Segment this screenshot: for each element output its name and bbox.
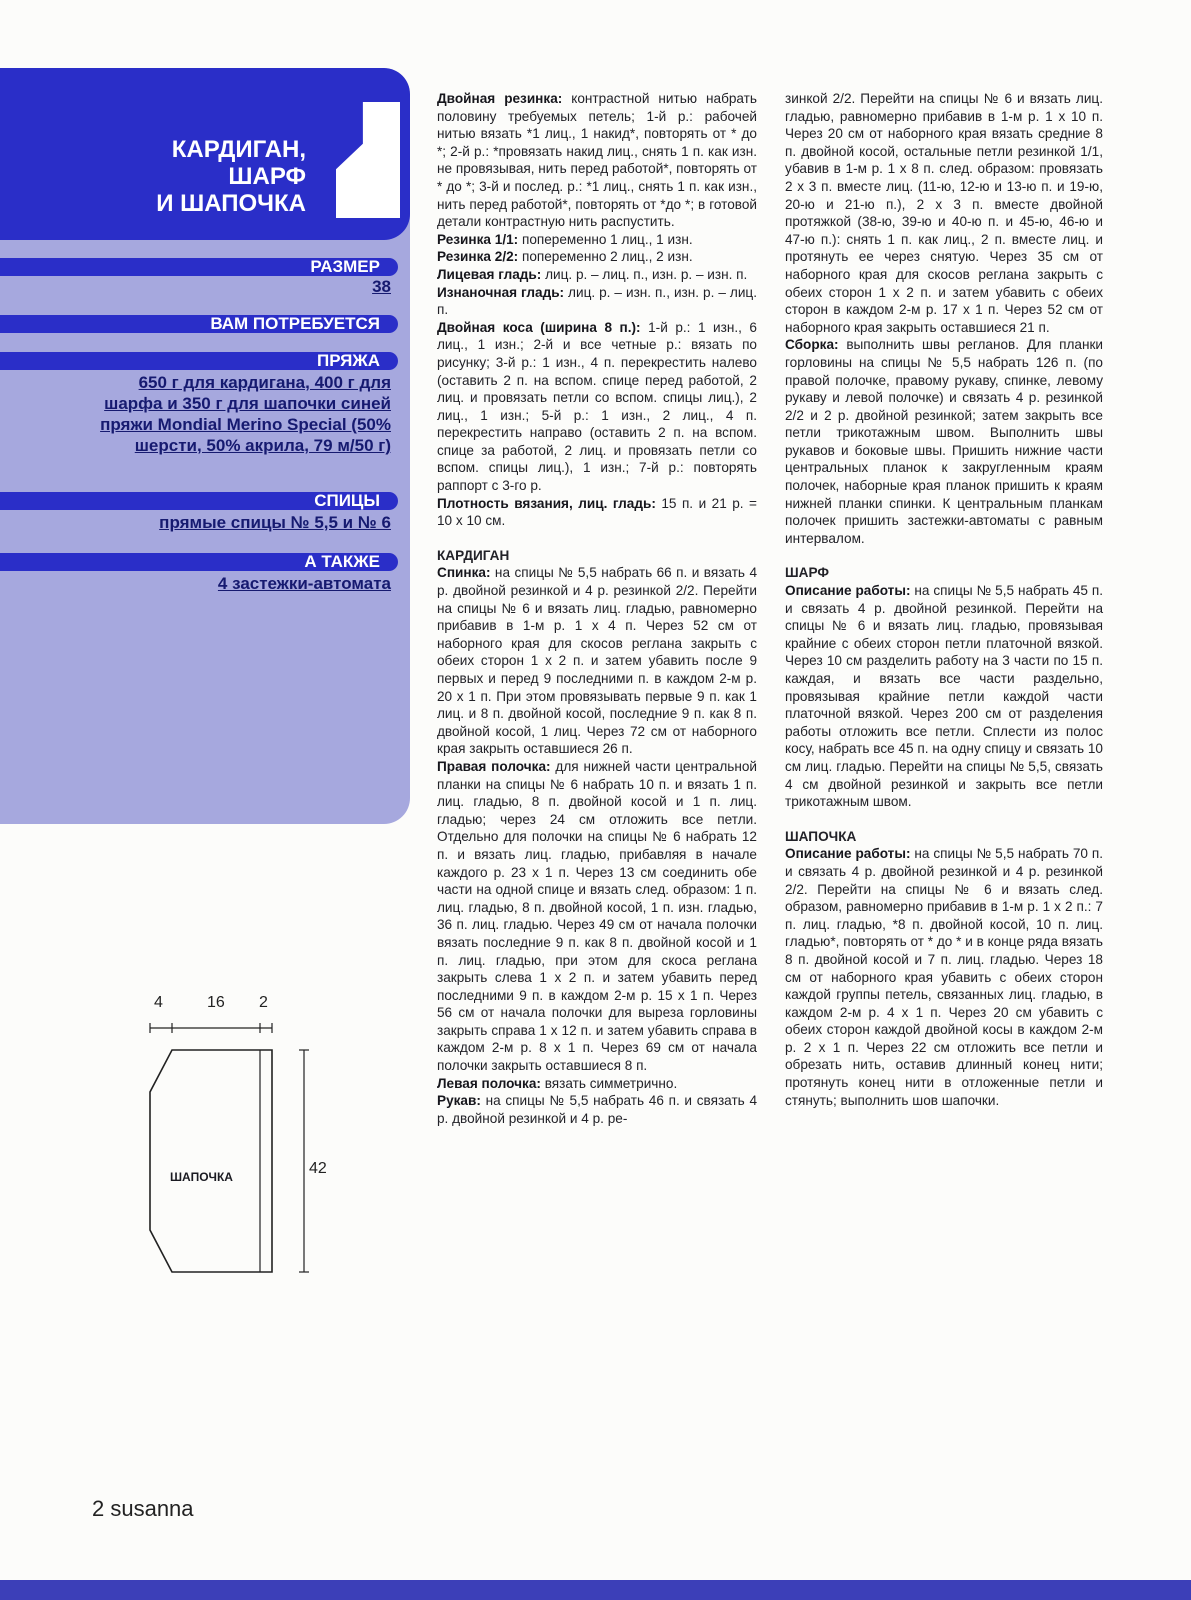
title-line-1: КАРДИГАН, xyxy=(171,136,306,163)
size-label: РАЗМЕР xyxy=(0,258,398,276)
page-title xyxy=(156,136,306,217)
title-block xyxy=(0,68,410,240)
paragraph: Двойная резинка: контрастной нитью набрать половину требуемых петель; 1-й р.: рабочей нитью вязать *1 лиц., 1 накид*, повторять от * до *; 2-й р.: *провязать накид лиц., снять 1 п. как изн. не провязывая, нить перед работой*, повторять от * до *; 3-й и послед. р.: *1 лиц., снять 1 п. как изн., нить перед работой*, повторять от *до *; в готовой детали контрастную нить распустить. xyxy=(437,91,757,230)
schema-dim-right: 2 xyxy=(259,994,268,1011)
paragraph: Левая полочка: вязать симметрично. xyxy=(437,1075,678,1091)
paragraph: Правая полочка: для нижней части центральной планки на спицы № 6 набрать 10 п. и вязать 1 п. лиц. гладью, 8 п. двойной косой и 1 п. лиц. гладью; через 24 см отложить все петли. Отдельно для полочки на спицы № 6 набрать 12 п. и вязать лиц. гладью, прибавляя в начале каждого р. 23 x 1 п. Через 13 см соединить обе части на одной спице и вязать след. образом: 1 п. лиц. гладью, 8 п. двойной косой, 1 п. изн. гладью, 36 п. лиц. гладью. Через 49 см от начала полочки вязать последние 9 п. как 8 п. двойной косой и 1 п. лиц. гладью, при этом для скоса реглана закрыть слева 1 x 2 п. и затем убавить перед последними 9 п. в каждом 2-м р. 15 x 1 п. Через 56 см от начала полочки для выреза горловины закрыть справа 1 x 12 п. и затем убавить справа в каждом 2-м р. 8 x 1 п. Через 69 см от начала полочки закрыть оставшиеся 8 п. xyxy=(437,758,758,1074)
needles-label: СПИЦЫ xyxy=(0,492,398,510)
paragraph: Сборка: выполнить швы регланов. Для планки горловины на спицы № 5,5 набрать 126 п. (по правой полочке, правому рукаву, спинке, левому рукаву и левой полочке) и связать 4 р. резинкой 2/2 и 2 р. двойной резинкой; затем закрыть все петли трикотажным швом. Выполнить швы рукавов и боковые швы. Пришить нижние части центральных планок к закругленным краям полочек, наборные края планок пришить к краям нижней планки спинки. К центральным планкам полочек пришить застежки-автоматы с равным интервалом. xyxy=(785,337,1103,546)
yarn-label: ПРЯЖА xyxy=(0,352,398,370)
section-heading-cardigan: КАРДИГАН xyxy=(437,547,510,563)
schema-outline xyxy=(150,1050,272,1272)
schema-dim-height: 42 xyxy=(309,1160,327,1177)
also-label: А ТАКЖЕ xyxy=(0,553,398,571)
paragraph: Рукав: на спицы № 5,5 набрать 46 п. и связать 4 р. двойной резинкой и 4 р. ре- xyxy=(437,1093,757,1126)
page-footer: 2 susanna xyxy=(92,1496,194,1521)
also-value: 4 застежки-автомата xyxy=(217,574,391,593)
paragraph: Плотность вязания, лиц. гладь: 15 п. и 21 р. = 10 x 10 см. xyxy=(437,495,757,529)
schema-dim-left: 4 xyxy=(154,994,163,1011)
section-heading-hat: ШАПОЧКА xyxy=(785,828,857,844)
hat-schema-diagram xyxy=(140,1020,320,1300)
text-column-1 xyxy=(437,90,757,1127)
paragraph: зинкой 2/2. Перейти на спицы № 6 и вязать лиц. гладью, равномерно прибавив в 1-м р. 1 x 10 п. Через 20 см от наборного края вязать средние 8 п. двойной косой, остальные петли резинкой 1/1, убавив в 1-м р. 1 x 8 п. след. образом: провязать 2 x 3 п. вместе лиц. (11-ю, 12-ю и 13-ю п. и 19-ю, 20-ю и 21-ю п.), 2 x 3 п. вместе двойной протяжкой (38-ю, 39-ю и 40-ю п. и 45-ю, 46-ю и 47-ю п.): снять 1 п. как лиц., 2 п. вместе лиц. и протянуть ее через снятую. Через 35 см от наборного края для скосов реглана закрыть с обеих сторон 1 x 2 п. и затем убавить с обеих сторон в каждом 2-м р. 17 x 1 п. Через 52 см от наборного края закрыть оставшиеся 21 п. xyxy=(785,91,1103,335)
paragraph: Двойная коса (ширина 8 п.): 1-й р.: 1 изн., 6 лиц., 1 изн.; 2-й и все четные р.: вязать по рисунку; 3-й р.: 1 изн., 4 п. перекрестить налево (оставить 2 п. на вспом. спице перед работой, 2 лиц. и провязать петли со вспом. спицы лиц.), 2 лиц., 1 изн.; 5-й р.: 1 изн., 2 лиц., 4 п. перекрестить направо (оставить 2 п. на вспом. спице за работой, 2 лиц. и провязать петли со вспом. спицы лиц.), 1 изн.; 7-й р.: повторять раппорт с 3-го р. xyxy=(437,319,757,494)
paragraph: Описание работы: на спицы № 5,5 набрать 45 п. и связать 4 р. двойной резинкой. Перейти на спицы № 6 и вязать лиц. гладью, провязывая крайние с обеих сторон петли платочной вязкой. Через 10 см разделить работу на 3 части по 15 п. каждая, и вязать все части раздельно, провязывая крайние петли каждой части платочной вязкой. Через 200 см от разделения работы отложить все петли. Сплести из полос косу, набрать все 45 п. на одну спицу и связать 10 см лиц. гладью. Перейти на спицы № 5,5, связать 4 см двойной резинкой и закрыть все петли трикотажным швом. xyxy=(785,583,1103,810)
paragraph: Резинка 1/1: попеременно 1 лиц., 1 изн. xyxy=(437,231,693,247)
paragraph: Описание работы: на спицы № 5,5 набрать 70 п. и связать 4 р. двойной резинкой и 4 р. резинкой 2/2. Перейти на спицы № 6 и вязать след. образом, равномерно прибавив в 1-м р. 1 x 2 п.: 7 п. лиц. гладью, *8 п. двойной косой, 10 п. лиц. гладью*, повторять от * до * и в конце ряда вязать 8 п. двойной косой и 7 п. лиц. гладью. Через 18 см от наборного края убавить с обеих сторон каждой группы петель, связанных лиц. гладью, в каждом 2-м р. 4 x 1 п. Через 20 см убавить с обеих сторон каждой двойной косы в каждом 2-м р. 2 x 1 п. Через 22 см отложить все петли и обрезать нить, оставив длинный конец нити; протянуть конец нити в отложенные петли и стянуть; выполнить шов шапочки. xyxy=(785,846,1103,1108)
yarn-value: 650 г для кардигана, 400 г для шарфа и 350 г для шапочки синей пряжи Mondial Merino Special (50% шерсти, 50% акрила, 79 м/50 г) xyxy=(100,373,391,455)
paragraph: Спинка: на спицы № 5,5 набрать 66 п. и вязать 4 р. двойной резинкой и 4 р. резинкой 2/2. Перейти на спицы № 6 и вязать лиц. гладью, равномерно прибавив в 1-м р. 1 x 4 п. Через 52 см от наборного края для скосов реглана закрыть с обеих сторон 1 x 2 п. и затем убавить после 9 первых и перед 9 последними п. в каждом 2-м р. 20 x 1 п. При этом провязывать первые 9 п. как 1 лиц. и 8 п. двойной косой, последние 9 п. как 8 п. двойной косой, 1 лиц. Через 72 см от наборного края закрыть оставшиеся 26 п. xyxy=(437,565,757,757)
paragraph: Резинка 2/2: попеременно 2 лиц., 2 изн. xyxy=(437,249,693,265)
schema-label: ШАПОЧКА xyxy=(170,1170,233,1184)
paragraph: Изнаночная гладь: лиц. р. – изн. п., изн. р. – лиц. п. xyxy=(437,284,757,318)
text-column-2 xyxy=(785,90,1103,1109)
needles-value: прямые спицы № 5,5 и № 6 xyxy=(159,513,391,532)
pattern-number-one xyxy=(336,102,400,218)
size-value: 38 xyxy=(372,277,391,296)
paragraph: Лицевая гладь: лиц. р. – лиц. п., изн. р. – изн. п. xyxy=(437,266,748,282)
needed-label: ВАМ ПОТРЕБУЕТСЯ xyxy=(0,315,398,333)
title-line-3: И ШАПОЧКА xyxy=(156,190,306,217)
section-heading-scarf: ШАРФ xyxy=(785,565,829,581)
title-line-2: ШАРФ xyxy=(228,163,306,190)
schema-dim-mid: 16 xyxy=(207,994,225,1011)
bottom-strip xyxy=(0,1580,1191,1600)
